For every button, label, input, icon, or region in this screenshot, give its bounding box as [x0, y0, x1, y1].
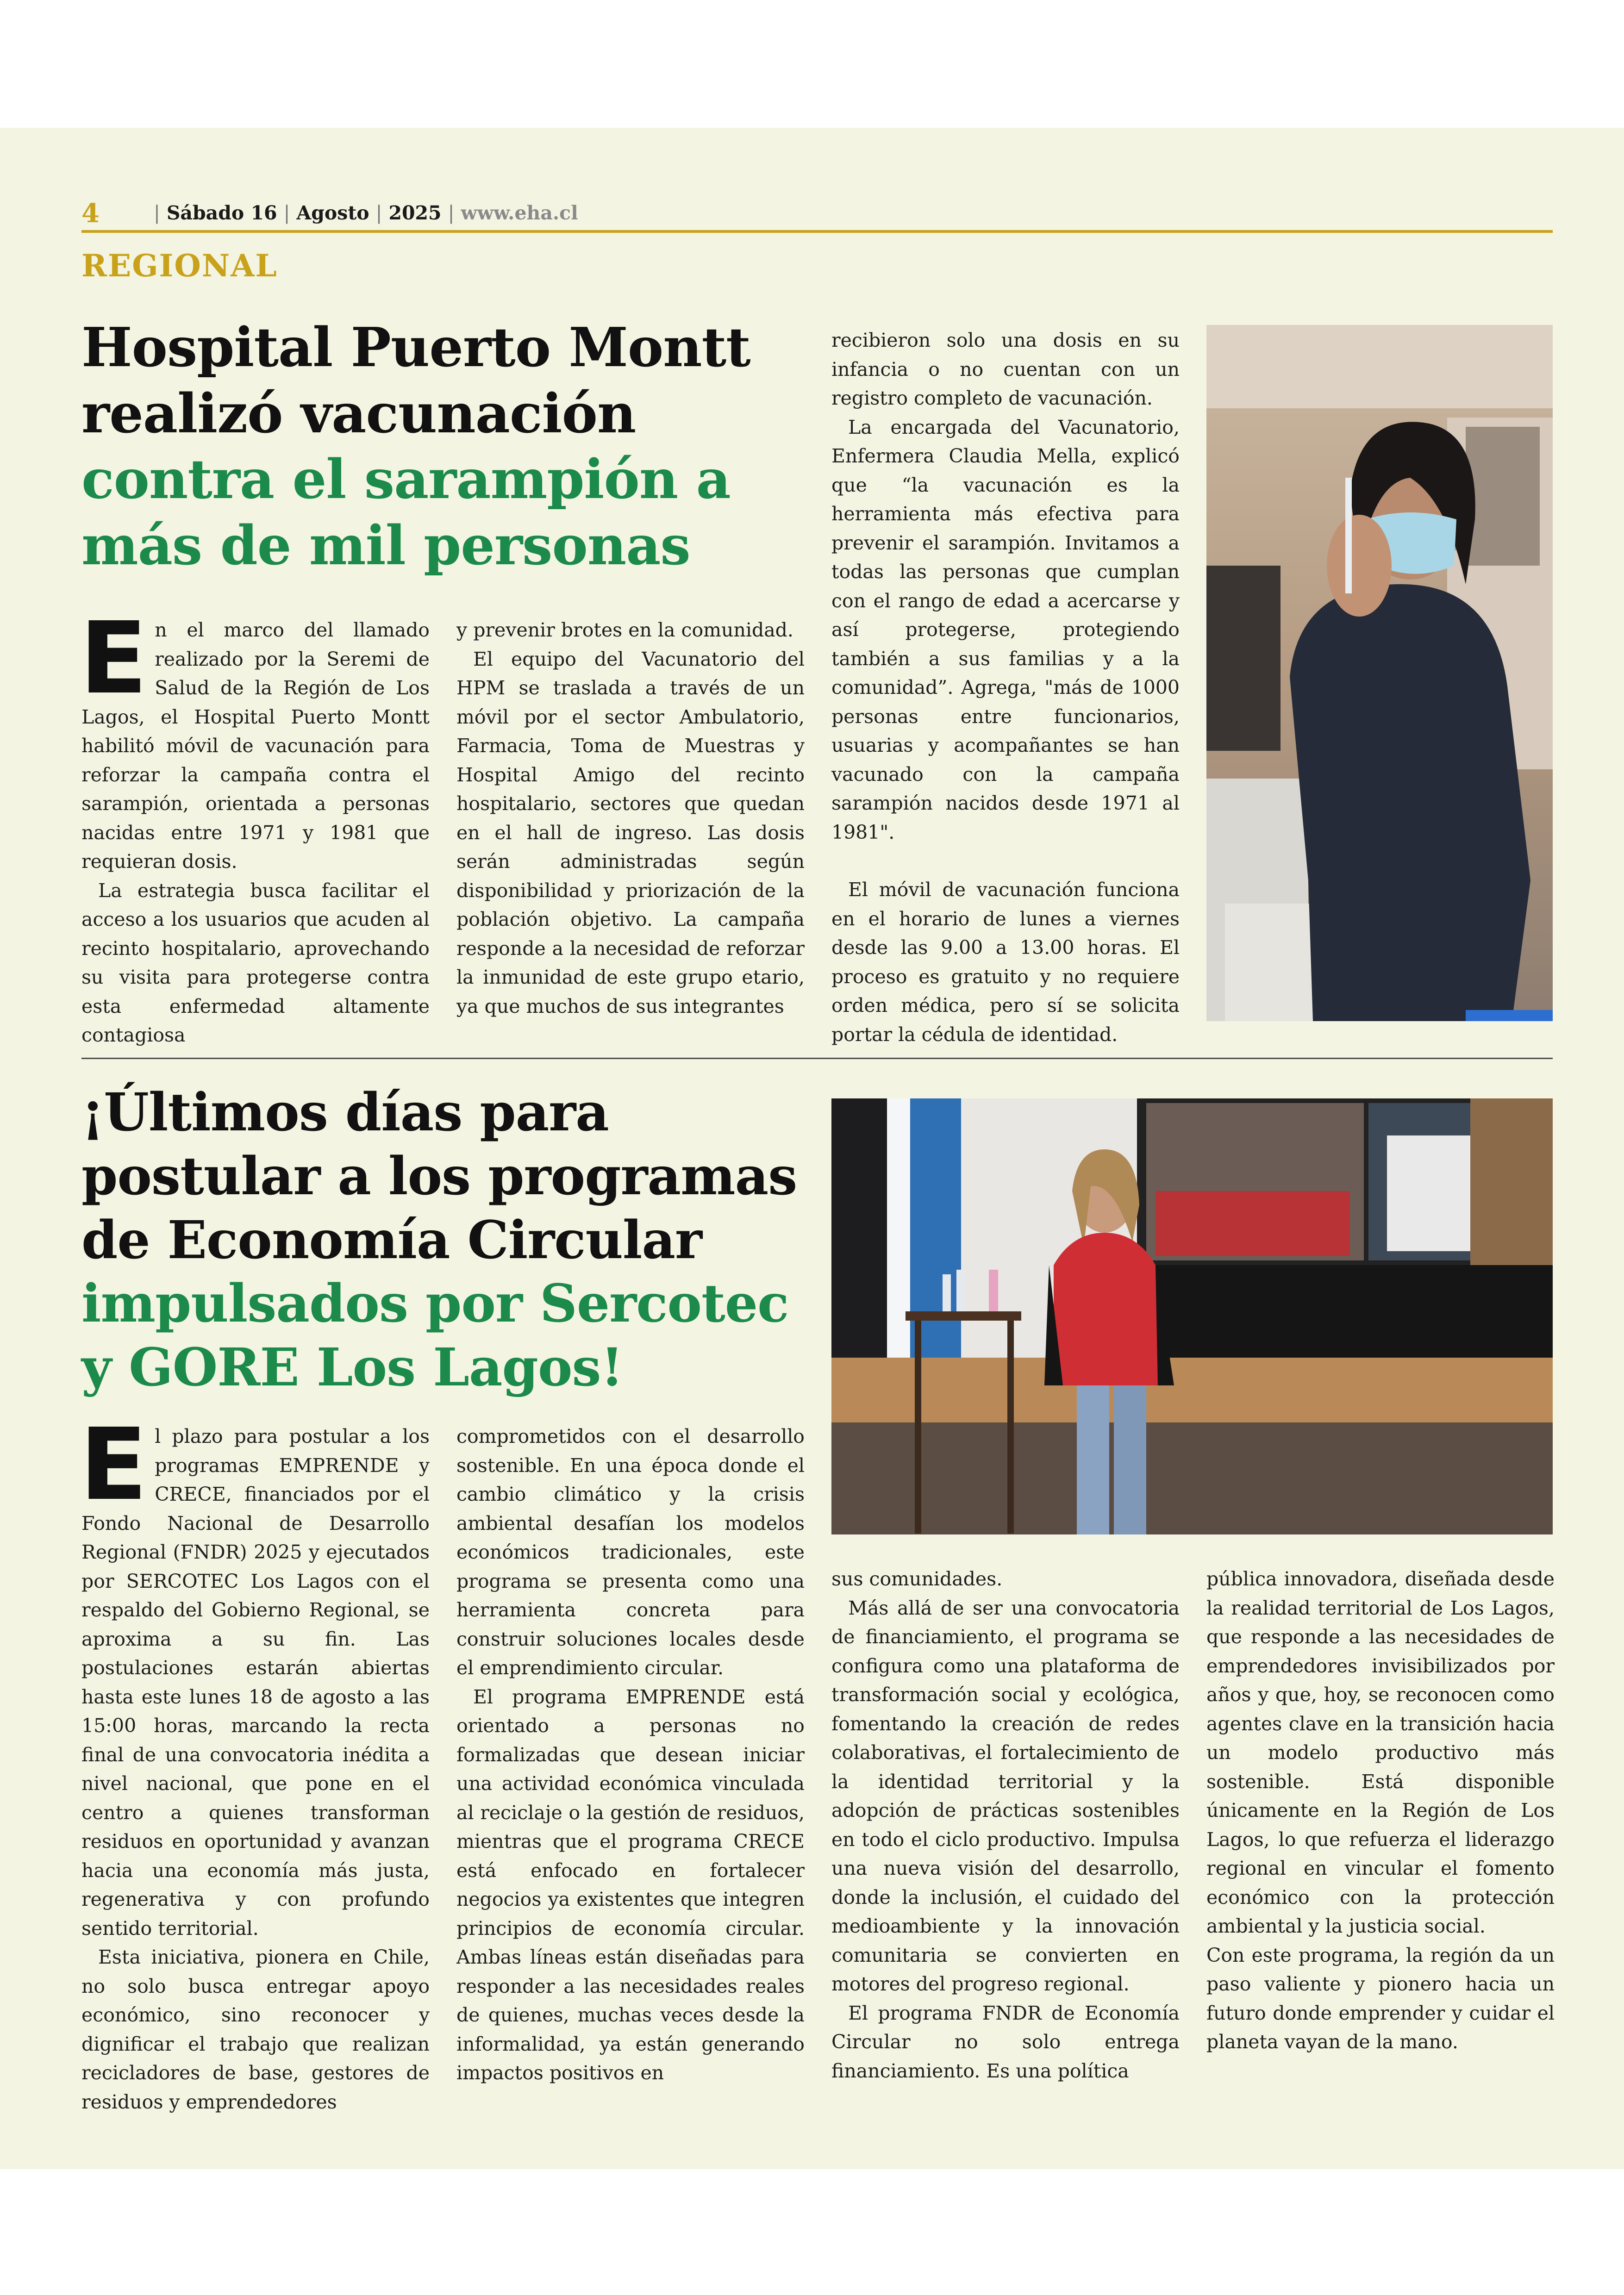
- paragraph: Con este programa, la región da un paso valiente y pionero hacia un futuro donde emprender y cuidar el planeta vayan de la mano.: [1206, 1944, 1555, 2053]
- separator: |: [154, 202, 160, 224]
- headline-line: impulsados por Sercotec: [81, 1273, 789, 1335]
- paragraph: Esta iniciativa, pionera en Chile, no solo busca entregar apoyo económico, sino reconocer y dignificar el trabajo que realizan recicladores de base, gestores de residuos y emprendedores: [81, 1946, 430, 2113]
- paragraph: El programa EMPRENDE está orientado a personas no formalizadas que desean iniciar una actividad económica vinculada al reciclaje o la gestión de residuos, mientras que el programa CRECE está enfocado en fortalecer negocios ya existentes que integren principios de economía circular. Ambas líneas están diseñadas para responder a las necesidades reales de quienes, muchas veces desde la informalidad, ya están generando impactos positivos en: [456, 1685, 805, 2084]
- drop-cap: E: [80, 1407, 148, 1522]
- page-number: 4: [81, 198, 100, 229]
- article2-column-2: [456, 1422, 805, 2098]
- article1-column-1: [80, 601, 430, 1046]
- article1-headline: [81, 315, 785, 579]
- paragraph: sus comunidades.: [831, 1568, 1003, 1590]
- paragraph: El equipo del Vacunatorio del HPM se traslada a través de un móvil por el sector Ambulatorio, Farmacia, Toma de Muestras y Hospital Amigo del recinto hospitalario, sectores que quedan en el hall de ingreso. Las dosis serán administradas según disponibilidad y priorización de la población objetivo. La campaña responde a la necesidad de reforzar la inmunidad de este grupo etario, ya que muchos de sus integrantes: [456, 648, 805, 1017]
- header-rule: [81, 230, 1553, 233]
- headline-line: realizó vacunación: [81, 382, 636, 445]
- paragraph: recibieron solo una dosis en su infancia o no cuentan con un registro completo de vacunación.: [831, 329, 1180, 409]
- paragraph: La estrategia busca facilitar el acceso a los usuarios que acuden al recinto hospitalario, aprovechando su visita para protegerse contra esta enfermedad altamente contagiosa: [81, 879, 430, 1046]
- article2-headline: [81, 1081, 831, 1400]
- separator: |: [448, 202, 455, 224]
- article1-column-3: [831, 326, 1180, 1046]
- article2-column-3: [831, 1565, 1180, 2098]
- website-link[interactable]: www.eha.cl: [461, 202, 578, 224]
- headline-line: ¡Últimos días para: [81, 1082, 609, 1143]
- issue-dateline: [147, 202, 578, 224]
- paragraph: El programa FNDR de Economía Circular no solo entrega financiamiento. Es una política: [831, 2002, 1180, 2082]
- paragraph: comprometidos con el desarrollo sostenible. En una época donde el cambio climático y la crisis ambiental desafían los modelos económicos tradicionales, este programa se presenta como una herramienta concreta para construir soluciones locales desde el emprendimiento circular.: [456, 1425, 805, 1679]
- paragraph: y prevenir brotes en la comunidad.: [456, 619, 793, 641]
- separator: |: [283, 202, 290, 224]
- headline-line: y GORE Los Lagos!: [81, 1337, 623, 1398]
- article-divider: [81, 1058, 1553, 1059]
- speaker-presentation-photo: [831, 1098, 1553, 1534]
- section-label: REGIONAL: [81, 248, 278, 284]
- headline-line: más de mil personas: [81, 514, 690, 578]
- headline-line: Hospital Puerto Montt: [81, 316, 750, 379]
- article2-column-4: [1206, 1565, 1555, 2098]
- paragraph: pública innovadora, diseñada desde la realidad territorial de Los Lagos, que responde a las necesidades de emprendedores invisibilizados por años y que, hoy, se reconocen como agentes clave en la transición hacia un modelo productivo más sostenible. Está disponible únicamente en la Región de Los Lagos, lo que refuerza el liderazgo regional en vincular el fomento económico con la protección ambiental y la justicia social.: [1206, 1568, 1555, 1937]
- paragraph: l plazo para postular a los programas EMPRENDE y CRECE, financiados por el Fondo Nacional de Desarrollo Regional (FNDR) 2025 y ejecutados por SERCOTEC Los Lagos con el respaldo del Gobierno Regional, se aproxima a su fin. Las postulaciones estarán abiertas hasta este lunes 18 de agosto a las 15:00 horas, marcando la recta final de una convocatoria inédita a nivel nacional, que pone en el centro a quienes transforman residuos en oportunidad y avanzan hacia una economía más justa, regenerativa y con profundo sentido territorial.: [81, 1425, 430, 1940]
- separator: |: [375, 202, 382, 224]
- headline-line: contra el sarampión a: [81, 448, 731, 511]
- article1-column-2: [456, 616, 805, 1023]
- paragraph: La encargada del Vacunatorio, Enfermera Claudia Mella, explicó que “la vacunación es la herramienta más efectiva para prevenir el sarampión. Invitamos a todas las personas que cumplan con el rango de edad a acercarse y así protegerse, protegiendo también a sus familias y a la comunidad”. Agrega, "más de 1000 personas entre funcionarios, usuarias y acompañantes se han vacunado con la campaña sarampión nacidos desde 1971 al 1981".: [831, 416, 1180, 843]
- nurse-vaccine-photo: [1206, 325, 1553, 1021]
- article2-column-1: [80, 1407, 430, 2113]
- headline-line: de Economía Circular: [81, 1210, 702, 1271]
- paragraph: n el marco del llamado realizado por la Seremi de Salud de la Región de Los Lagos, el Hospital Puerto Montt habilitó móvil de vacunación para reforzar la campaña contra el sarampión, orientada a personas nacidas entre 1971 y 1981 que requieran dosis.: [81, 619, 430, 873]
- issue-month: Agosto: [296, 202, 369, 224]
- paragraph: Más allá de ser una convocatoria de financiamiento, el programa se configura como una plataforma de transformación social y ecológica, fomentando la creación de redes colaborativas, el fortalecimiento de la identidad territorial y la adopción de prácticas sostenibles en todo el ciclo productivo. Impulsa una nueva visión del desarrollo, donde la inclusión, el cuidado del medioambiente y la innovación comunitaria se convierten en motores del progreso regional.: [831, 1597, 1180, 1995]
- headline-line: postular a los programas: [81, 1146, 797, 1207]
- drop-cap: E: [80, 601, 148, 716]
- paragraph: El móvil de vacunación funciona en el horario de lunes a viernes desde las 9.00 a 13.00 horas. El proceso es gratuito y no requiere orden médica, pero sí se solicita portar la cédula de identidad.: [831, 879, 1180, 1046]
- issue-year: 2025: [388, 202, 442, 224]
- issue-day: Sábado 16: [166, 202, 277, 224]
